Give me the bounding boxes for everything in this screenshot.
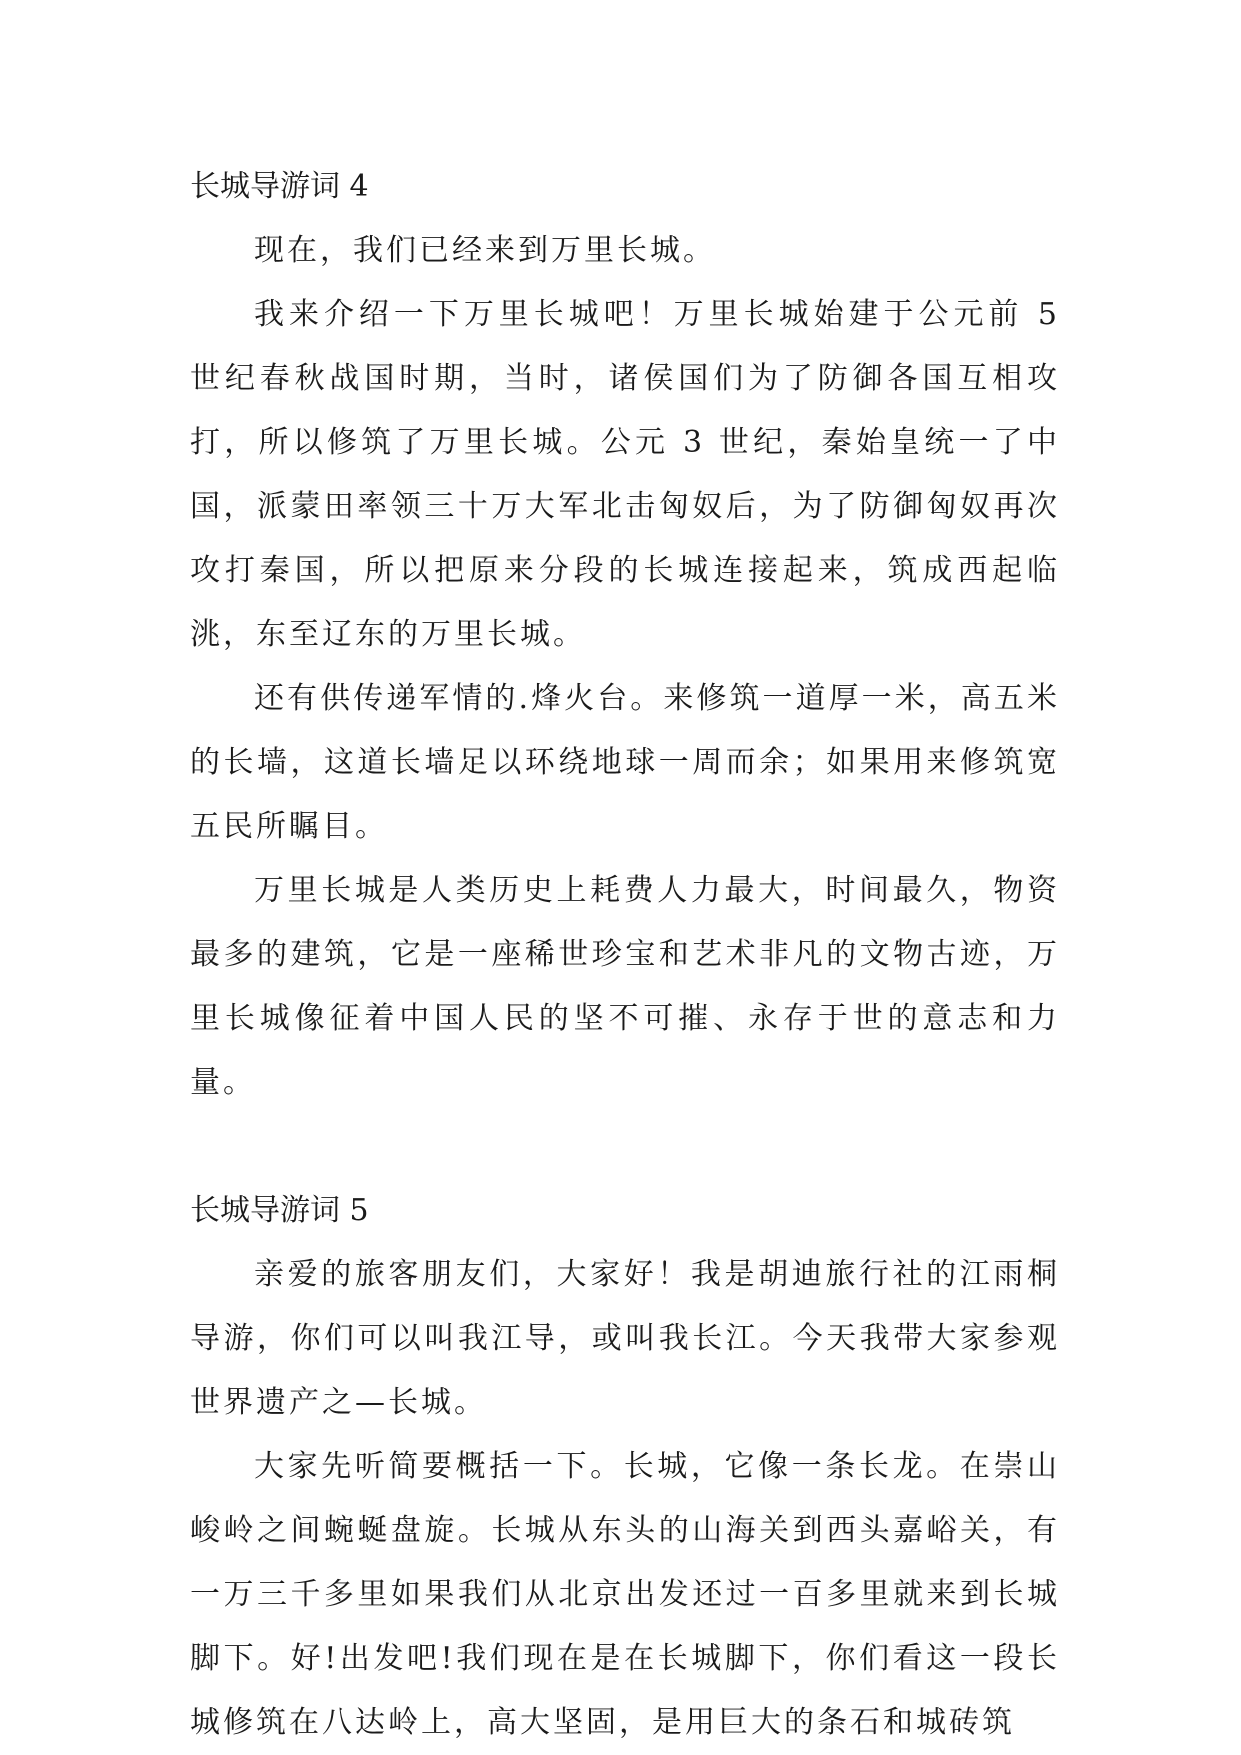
section-guide-5 [190,1179,1060,1755]
paragraph: 大家先听简要概括一下。长城，它像一条长龙。在崇山峻岭之间蜿蜒盘旋。长城从东头的山海关到西头嘉峪关，有一万三千多里如果我们从北京出发还过一百多里就来到长城脚下。好!出发吧!我们现在是在长城脚下，你们看这一段长城修筑在八达岭上，高大坚固，是用巨大的条石和城砖筑 [190,1449,1060,1740]
paragraph: 还有供传递军情的.烽火台。来修筑一道厚一米，高五米的长墙，这道长墙足以环绕地球一周而余；如果用来修筑宽五民所瞩目。 [190,681,1060,844]
paragraph: 万里长城是人类历史上耗费人力最大，时间最久，物资最多的建筑，它是一座稀世珍宝和艺术非凡的文物古迹，万里长城像征着中国人民的坚不可摧、永存于世的意志和力量。 [190,873,1060,1100]
paragraph: 我来介绍一下万里长城吧！万里长城始建于公元前 5 世纪春秋战国时期，当时，诸侯国们为了防御各国互相攻打，所以修筑了万里长城。公元 3 世纪，秦始皇统一了中国，派蒙田率领三十万大军北击匈奴后，为了防御匈奴再次攻打秦国，所以把原来分段的长城连接起来，筑成西起临洮，东至辽东的万里长城。 [190,297,1060,652]
section-title: 长城导游词 5 [190,1193,369,1228]
document-page [190,155,1060,1755]
section-guide-4 [190,155,1060,1115]
section-title: 长城导游词 4 [190,169,369,204]
paragraph: 亲爱的旅客朋友们，大家好！我是胡迪旅行社的江雨桐导游，你们可以叫我江导，或叫我长江。今天我带大家参观世界遗产之—长城。 [190,1257,1060,1420]
paragraph: 现在，我们已经来到万里长城。 [254,233,716,268]
